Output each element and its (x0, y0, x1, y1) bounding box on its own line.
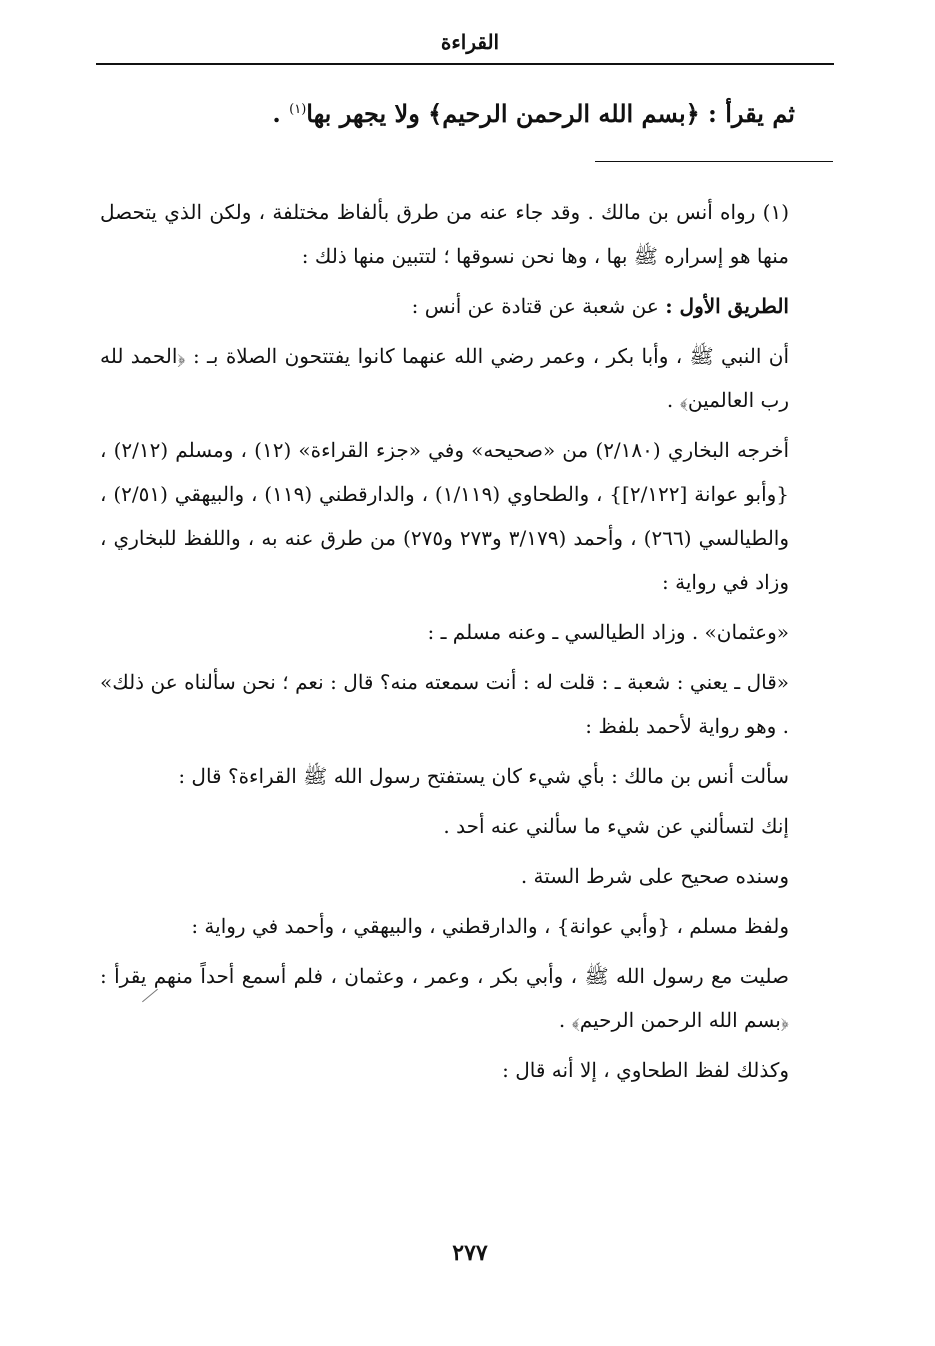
main-text-end: . (272, 99, 290, 128)
main-text-line (155, 88, 795, 136)
footnote-paragraph-11: صليت مع رسول الله ﷺ ، وأبي بكر ، وعمر ، وعثمان ، فلم أسمع أحداً منهم يقرأ : ﴿بسم الله الرحمن الرحيم﴾ . (100, 964, 789, 1032)
route-label: الطريق الأول : (665, 294, 789, 318)
footnote-separator (595, 161, 833, 162)
footnote-reference: (١) (289, 102, 307, 117)
footnote-paragraph-2 (100, 284, 835, 328)
footnote-paragraph-5: «وعثمان» . وزاد الطيالسي ـ وعنه مسلم ـ : (427, 620, 789, 644)
page-number: ٢٧٧ (452, 1240, 488, 1266)
main-text: ثم يقرأ : ﴿بسم الله الرحمن الرحيم﴾ ولا يجهر بها (306, 99, 795, 128)
route-text: عن شعبة عن قتادة عن أنس : (411, 294, 666, 318)
footnote-paragraph-10: ولفظ مسلم ، {وأبي عوانة} ، والدارقطني ، والبيهقي ، وأحمد في رواية : (191, 914, 789, 938)
running-header-title: القراءة (440, 30, 500, 54)
footnote-paragraph-7: سألت أنس بن مالك : بأي شيء كان يستفتح رسول الله ﷺ القراءة؟ قال : (178, 764, 789, 788)
footnote-paragraph-8: إنك لتسألني عن شيء ما سألني عنه أحد . (443, 814, 789, 838)
footnote-paragraph-3: أن النبي ﷺ ، وأبا بكر ، وعمر رضي الله عنهما كانوا يفتتحون الصلاة بـ : ﴿الحمد لله رب العالمين﴾ . (100, 344, 789, 412)
footnote-paragraph-1: (١) رواه أنس بن مالك . وقد جاء عنه من طرق بألفاظ مختلفة ، ولكن الذي يتحصل منها هو إسراره ﷺ بها ، وها نحن نسوقها ؛ لتتبين منها ذلك : (100, 200, 789, 268)
footnote-paragraph-12: وكذلك لفظ الطحاوي ، إلا أنه قال : (502, 1058, 789, 1082)
footnote-block (100, 190, 835, 1098)
footnote-paragraph-6: «قال ـ يعني : شعبة ـ : قلت له : أنت سمعته منه؟ قال : نعم ؛ نحن سألناه عن ذلك» . وهو رواية لأحمد بلفظ : (100, 670, 790, 738)
footnote-paragraph-4: أخرجه البخاري (٢/١٨٠) من «صحيحه» وفي «جزء القراءة» (١٢) ، ومسلم (٢/١٢) ، {وأبو عوانة [٢/١٢٢]} ، والطحاوي (١/١١٩) ، والدارقطني (١١٩) ، والبيهقي (٢/٥١) ، والطيالسي (٢٦٦) ، وأحمد (٣/١٧٩ و٢٧٣ و٢٧٥) من طرق عنه به ، واللفظ للبخاري ، وزاد في رواية : (100, 438, 790, 594)
footnote-paragraph-9: وسنده صحيح على شرط الستة . (520, 864, 789, 888)
header-rule (96, 63, 834, 65)
